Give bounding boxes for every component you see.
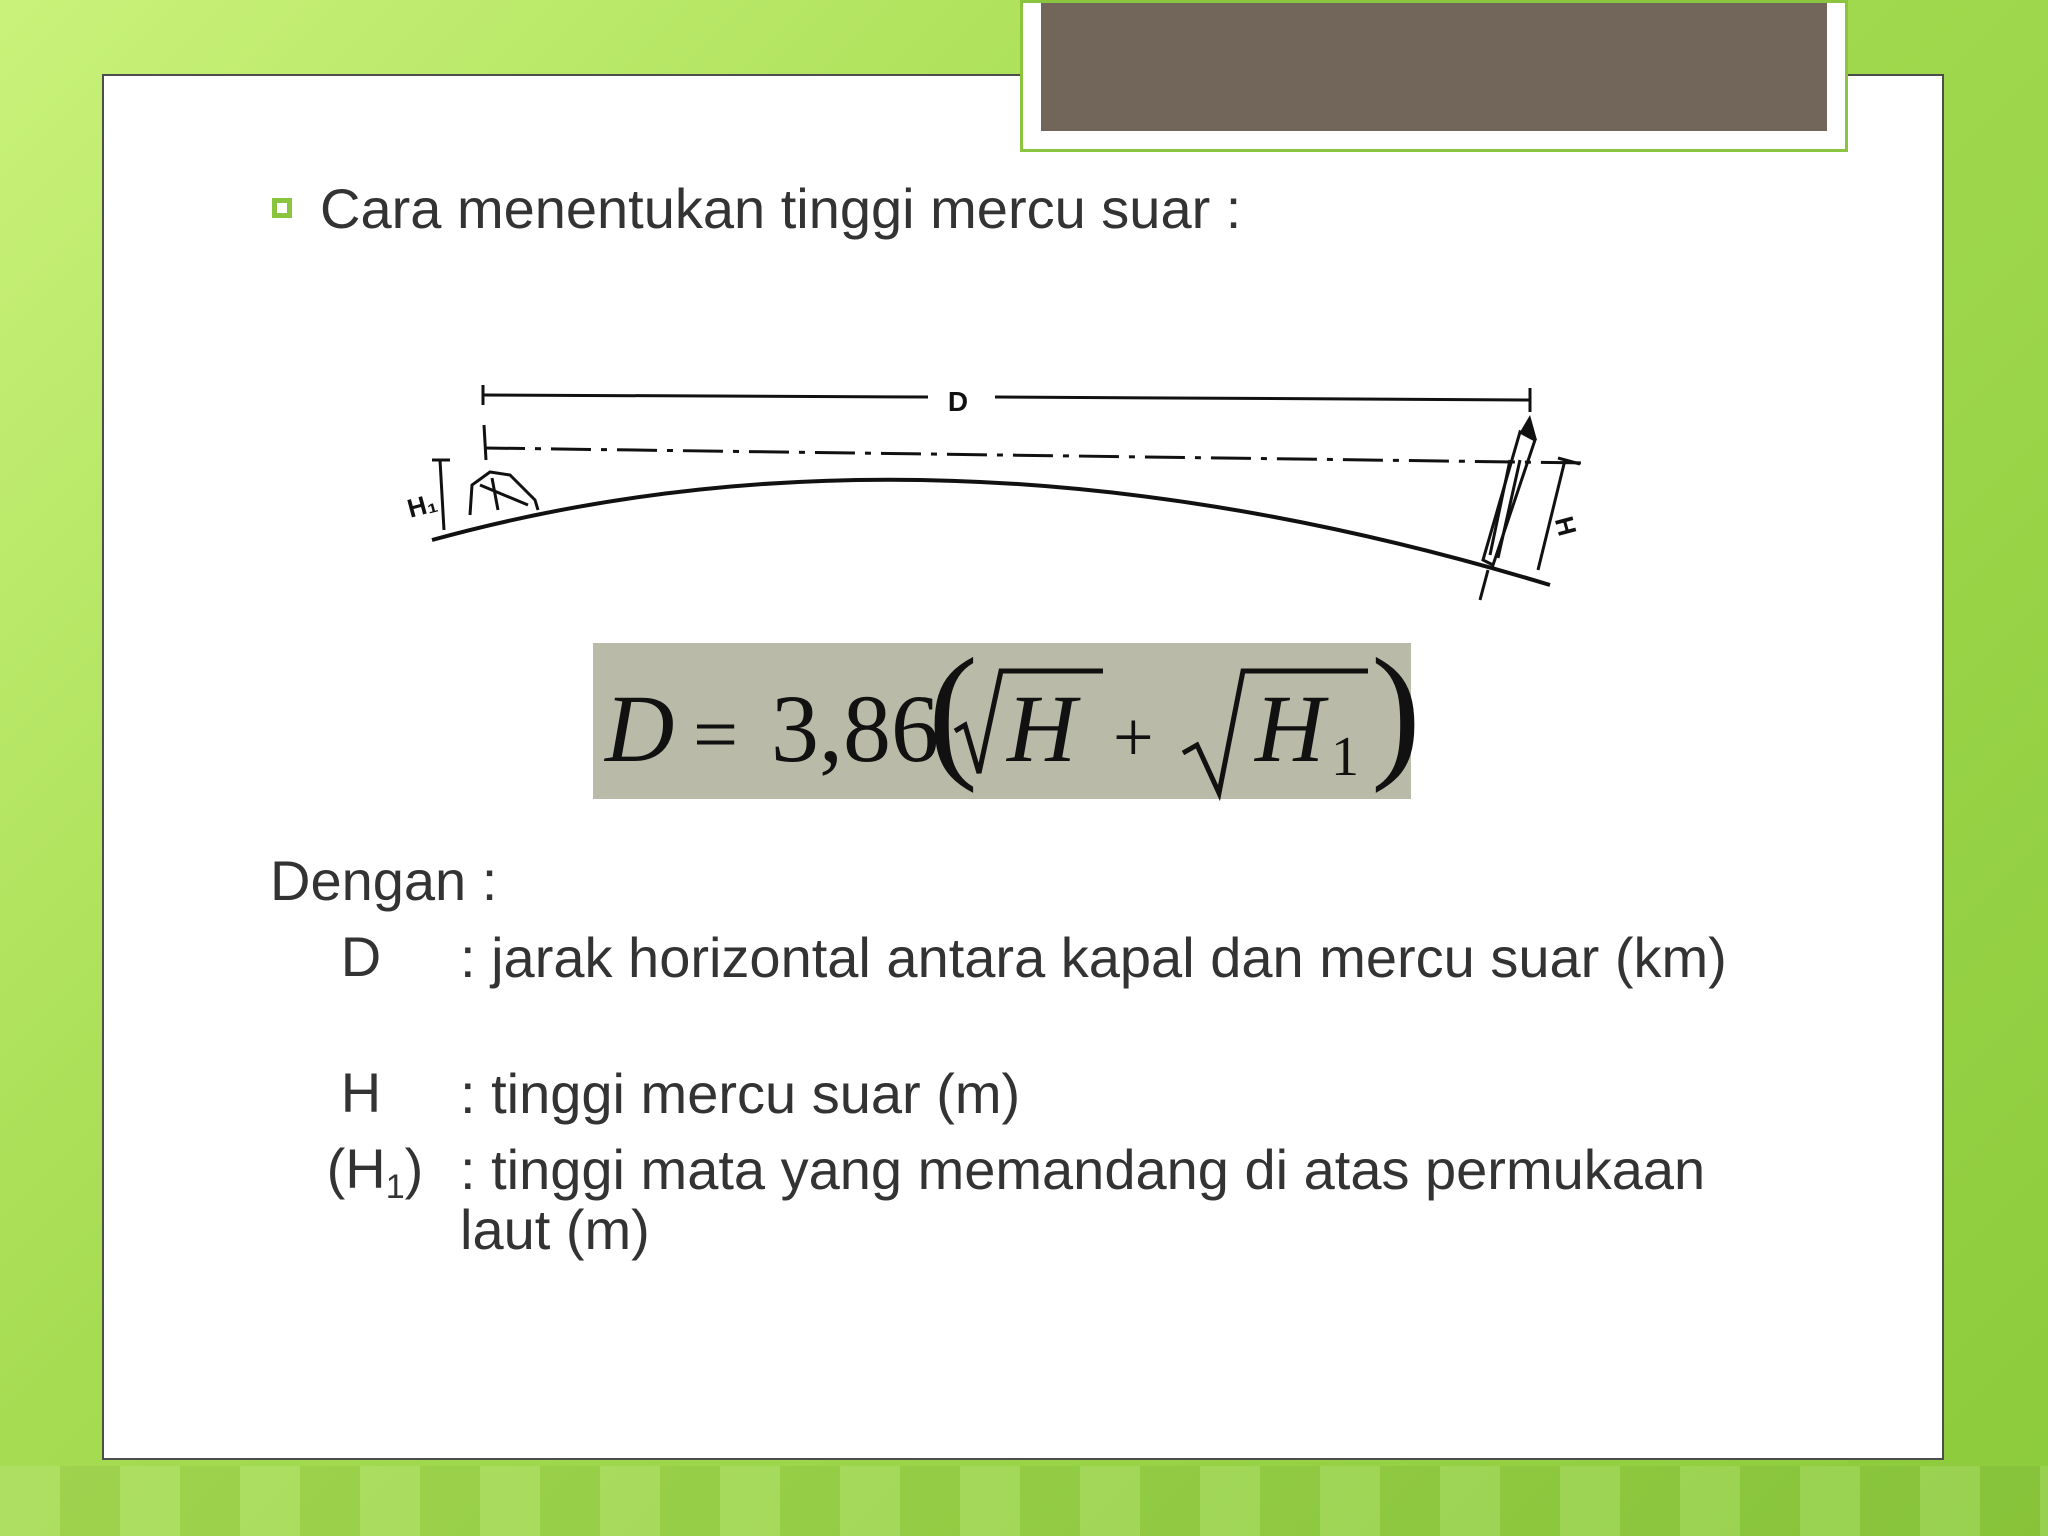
formula-box	[593, 628, 1421, 799]
bullet-line	[272, 168, 1241, 248]
formula-close-paren: )	[1371, 628, 1421, 794]
background-stripes	[0, 1466, 2048, 1536]
h1-dimension	[432, 460, 450, 530]
bullet-text: Cara menentukan tinggi mercu suar :	[320, 176, 1242, 240]
distance-dimension	[483, 385, 1530, 412]
formula-open-paren: (	[928, 628, 978, 794]
definitions-heading: Dengan :	[270, 849, 498, 912]
symbol-h1-close: )	[404, 1137, 424, 1200]
distance-label: D	[947, 386, 969, 417]
h-label: H	[1548, 513, 1583, 540]
title-fill	[1041, 3, 1827, 131]
formula-lhs: D	[605, 675, 675, 782]
h1-label: H₁	[404, 487, 441, 524]
formula-sub-1: 1	[1331, 726, 1359, 788]
formula	[593, 628, 1421, 799]
formula-var-h: H	[1007, 675, 1077, 782]
definition-symbol-h: H	[340, 1061, 382, 1124]
definition-symbol-h1	[300, 1136, 450, 1207]
formula-plus: +	[1113, 697, 1154, 777]
lighthouse-icon	[1480, 432, 1535, 600]
formula-equals: =	[693, 691, 739, 779]
definition-symbol-d: D	[340, 925, 382, 988]
definition-text-d: : jarak horizontal antara kapal dan mercu suar (km)	[460, 926, 1727, 989]
earth-surface	[432, 480, 1550, 585]
formula-var-h1: H	[1255, 675, 1325, 782]
curvature-diagram	[380, 360, 1610, 610]
symbol-h1-sub: 1	[385, 1168, 405, 1206]
formula-coefficient: 3,86	[771, 675, 939, 782]
ship-icon	[470, 425, 538, 515]
line-of-sight	[485, 448, 1590, 463]
title-placeholder	[1020, 0, 1848, 152]
symbol-h1-open: (H	[326, 1137, 386, 1200]
definition-text-h: : tinggi mercu suar (m)	[460, 1062, 1021, 1125]
definition-text-h1: : tinggi mata yang memandang di atas permukaan laut (m)	[460, 1138, 1706, 1261]
square-bullet-icon	[272, 198, 292, 218]
